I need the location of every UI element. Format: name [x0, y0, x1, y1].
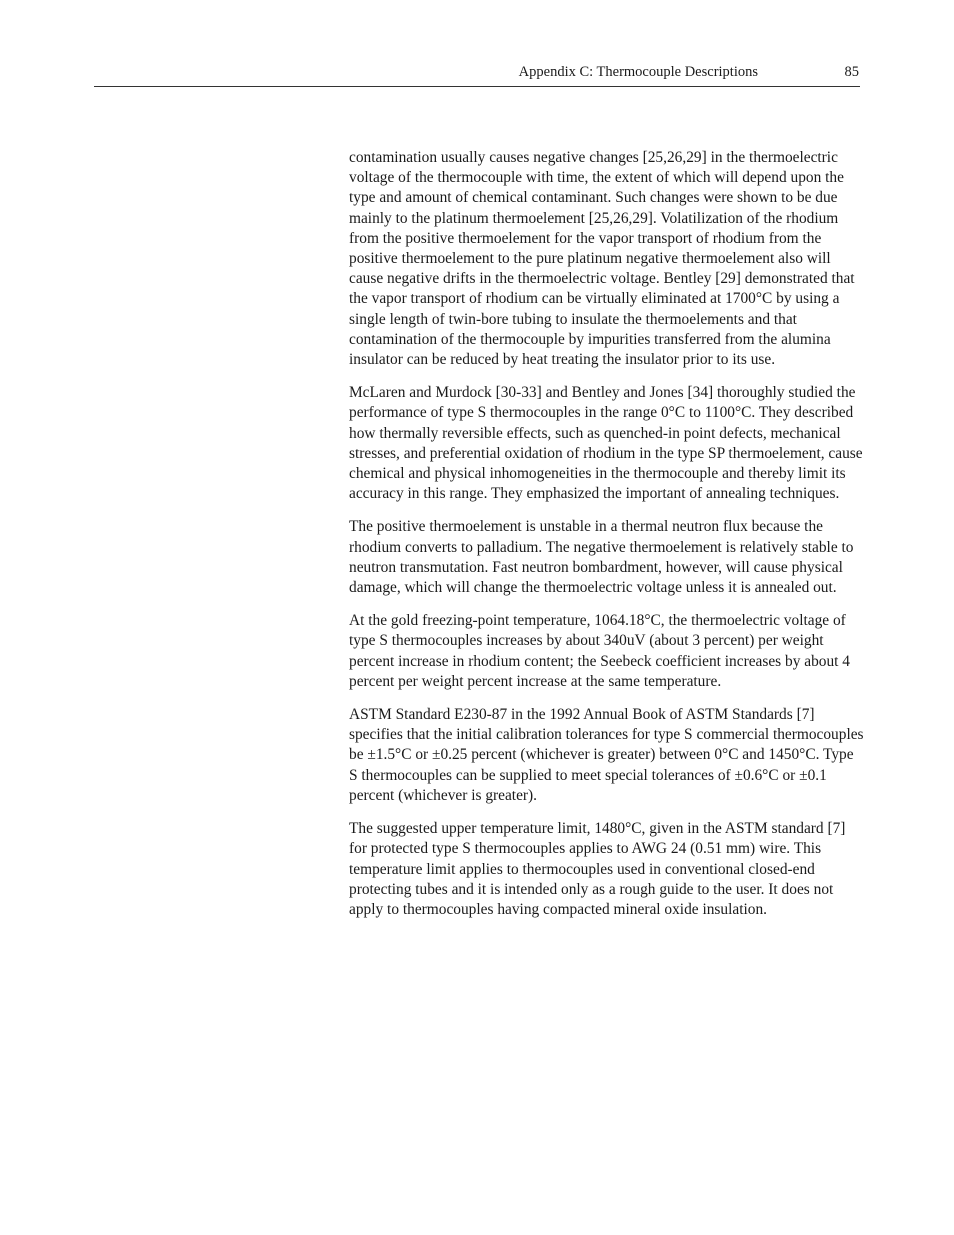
running-header [94, 62, 860, 87]
header-title: Appendix C: Thermocouple Descriptions [518, 64, 758, 80]
paragraph-mclaren-murdock: McLaren and Murdock [30-33] and Bentley and Jones [34] thoroughly studied the performance of type S thermocouples in the range 0°C to 1100°C. They described how thermally reversible effects, such as quenched-in point defects, mechanical stresses, and preferential oxidation of rhodium in the type SP thermoelement, cause chemical and physical inhomogeneities in the thermocouple and thereby limit its accuracy in this range. They emphasized the important of annealing techniques. [349, 384, 863, 503]
paragraph-contamination: contamination usually causes negative changes [25,26,29] in the thermoelectric voltage of the thermocouple with time, the extent of which will depend upon the type and amount of chemical contaminant. Such changes were shown to be due mainly to the platinum thermoelement [25,26,29]. Volatilization of the rhodium from the positive thermoelement for the vapor transport of rhodium from the positive thermoelement to the pure platinum negative thermoelement also will cause negative drifts in the thermoelectric voltage. Bentley [29] demonstrated that the vapor transport of rhodium can be virtually eliminated at 1700°C by using a single length of twin-bore tubing to insulate the thermoelements and that contamination of the thermocouple by impurities transferred from the alumina insulator can be reduced by heat treating the insulator prior to its use. [349, 149, 855, 369]
page-number: 85 [844, 64, 859, 80]
paragraph-gold-freezing-point: At the gold freezing-point temperature, 1064.18°C, the thermoelectric voltage of type S thermocouples increases by about 340uV (about 3 percent) per weight percent increase in rhodium content; the Seebeck coefficient increases by about 4 percent per weight percent increase at the same temperature. [349, 612, 850, 690]
body-text [349, 148, 865, 933]
paragraph-astm-tolerances: ASTM Standard E230-87 in the 1992 Annual Book of ASTM Standards [7] specifies that the initial calibration tolerances for type S commercial thermocouples be ±1.5°C or ±0.25 percent (whichever is greater) between 0°C and 1450°C. Type S thermocouples can be supplied to meet special tolerances of ±0.6°C or ±0.1 percent (whichever is greater). [349, 706, 864, 804]
paragraph-neutron-flux: The positive thermoelement is unstable in a thermal neutron flux because the rhodium converts to palladium. The negative thermoelement is relatively stable to neutron transmutation. Fast neutron bombardment, however, will cause physical damage, which will change the thermoelectric voltage unless it is annealed out. [349, 518, 854, 597]
paragraph-upper-temperature-limit: The suggested upper temperature limit, 1480°C, given in the ASTM standard [7] for protected type S thermocouples applies to AWG 24 (0.51 mm) wire. This temperature limit applies to thermocouples used in conventional closed-end protecting tubes and it is intended only as a rough guide to the user. It does not apply to thermocouples having compacted mineral oxide insulation. [349, 820, 846, 918]
